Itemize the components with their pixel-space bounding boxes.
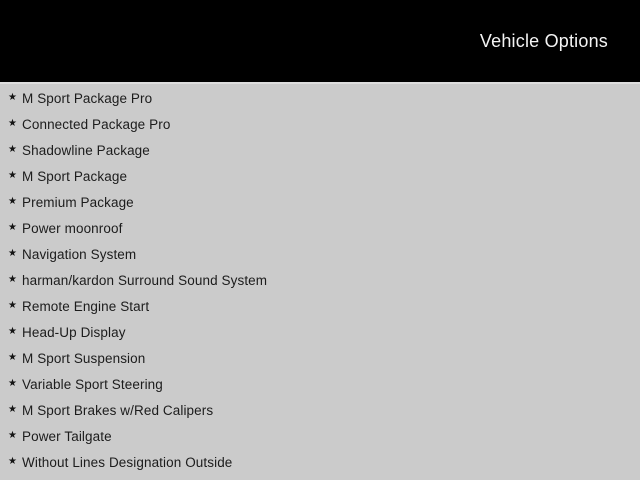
option-item	[0, 111, 640, 137]
option-item	[0, 449, 640, 475]
option-label: Power moonroof	[22, 220, 123, 236]
option-item	[0, 163, 640, 189]
star-icon: ★	[8, 300, 17, 311]
option-label: Shadowline Package	[22, 142, 150, 158]
page-title: Vehicle Options	[479, 30, 608, 51]
option-item	[0, 241, 640, 267]
star-icon: ★	[8, 144, 17, 155]
option-label: M Sport Suspension	[22, 350, 146, 366]
star-icon: ★	[8, 248, 17, 259]
option-item	[0, 85, 640, 111]
option-item	[0, 371, 640, 397]
star-icon: ★	[8, 222, 17, 233]
option-label: M Sport Brakes w/Red Calipers	[22, 402, 214, 418]
star-icon: ★	[8, 352, 17, 363]
star-icon: ★	[8, 196, 17, 207]
star-icon: ★	[8, 118, 17, 129]
option-item	[0, 189, 640, 215]
option-label: Navigation System	[22, 246, 137, 262]
option-label: Remote Engine Start	[22, 298, 150, 314]
option-item	[0, 137, 640, 163]
option-label: Variable Sport Steering	[22, 376, 163, 392]
option-label: M Sport Package Pro	[22, 90, 153, 106]
option-item	[0, 345, 640, 371]
option-item	[0, 267, 640, 293]
option-label: Power Tailgate	[22, 428, 112, 444]
option-label: Premium Package	[22, 194, 134, 210]
star-icon: ★	[8, 456, 17, 467]
option-item	[0, 423, 640, 449]
content-area	[0, 82, 640, 480]
option-item	[0, 319, 640, 345]
star-icon: ★	[8, 378, 17, 389]
star-icon: ★	[8, 274, 17, 285]
star-icon: ★	[8, 170, 17, 181]
star-icon: ★	[8, 430, 17, 441]
option-label: Connected Package Pro	[22, 116, 171, 132]
star-icon: ★	[8, 92, 17, 103]
option-item	[0, 293, 640, 319]
options-list	[0, 84, 640, 475]
option-label: M Sport Package	[22, 168, 128, 184]
header-bar	[0, 0, 640, 82]
option-label: harman/kardon Surround Sound System	[22, 272, 268, 288]
option-label: Without Lines Designation Outside	[22, 454, 233, 470]
star-icon: ★	[8, 404, 17, 415]
option-item	[0, 397, 640, 423]
star-icon: ★	[8, 326, 17, 337]
option-item	[0, 215, 640, 241]
option-label: Head-Up Display	[22, 324, 126, 340]
